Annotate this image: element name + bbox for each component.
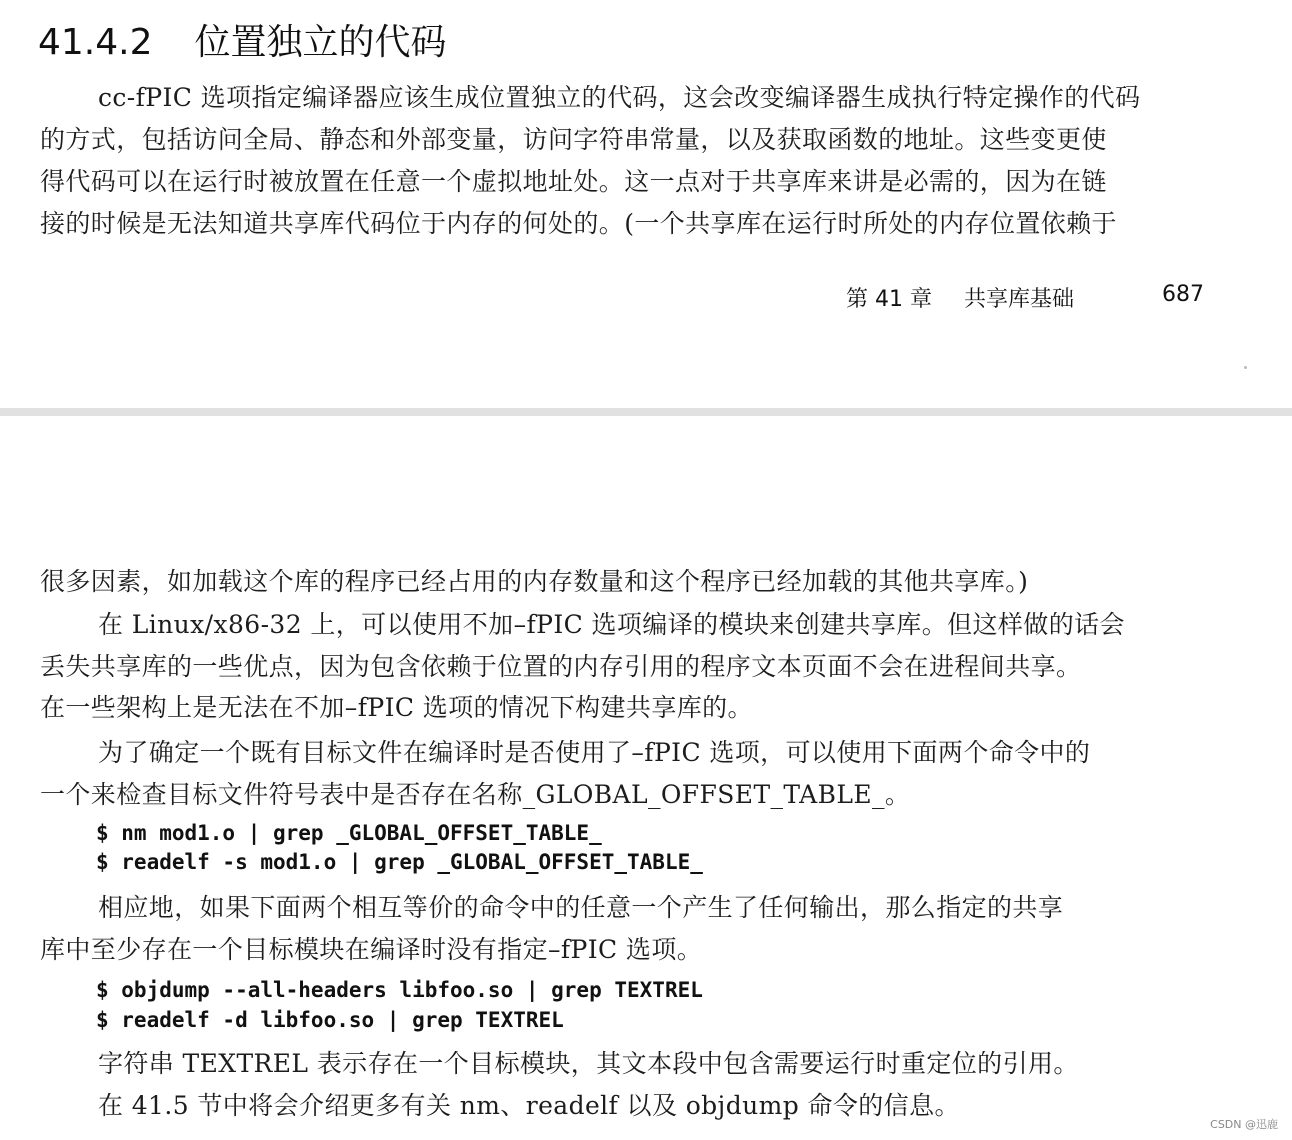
paragraph-line: cc-fPIC 选项指定编译器应该生成位置独立的代码，这会改变编译器生成执行特定操作的代码	[98, 83, 1141, 112]
footer-chapter-title: 共享库基础	[964, 287, 1075, 312]
paragraph-line: 库中至少存在一个目标模块在编译时没有指定–fPIC 选项。	[40, 935, 703, 964]
paragraph-line: 在 Linux/x86-32 上，可以使用不加–fPIC 选项编译的模块来创建共享库。但这样做的话会	[98, 610, 1125, 639]
paragraph-line: 很多因素，如加载这个库的程序已经占用的内存数量和这个程序已经加载的其他共享库。)	[40, 567, 1029, 596]
paragraph-line: 为了确定一个既有目标文件在编译时是否使用了–fPIC 选项，可以使用下面两个命令中的	[98, 738, 1091, 767]
section-title: 位置独立的代码	[194, 22, 447, 63]
paragraph-line: 在 41.5 节中将会介绍更多有关 nm、readelf 以及 objdump 命令的信息。	[98, 1091, 960, 1120]
paragraph-line: 的方式，包括访问全局、静态和外部变量，访问字符串常量，以及获取函数的地址。这些变更使	[40, 125, 1107, 154]
scan-speck	[1244, 366, 1247, 369]
section-heading	[38, 14, 447, 65]
footer-chapter: 第 41 章	[846, 287, 932, 312]
section-number: 41.4.2	[38, 22, 153, 63]
top-page	[0, 0, 1292, 408]
paragraph-line: 在一些架构上是无法在不加–fPIC 选项的情况下构建共享库的。	[40, 693, 753, 722]
code-line: $ readelf -d libfoo.so | grep TEXTREL	[96, 1008, 564, 1032]
paragraph-line: 接的时候是无法知道共享库代码位于内存的何处的。(一个共享库在运行时所处的内存位置依赖于	[40, 209, 1117, 238]
paragraph-line: 字符串 TEXTREL 表示存在一个目标模块，其文本段中包含需要运行时重定位的引用。	[98, 1049, 1079, 1078]
code-line: $ objdump --all-headers libfoo.so | grep TEXTREL	[96, 978, 703, 1002]
paragraph-line: 得代码可以在运行时被放置在任意一个虚拟地址处。这一点对于共享库来讲是必需的，因为在链	[40, 167, 1107, 196]
bottom-page	[0, 416, 1292, 1140]
watermark: CSDN @迅鹿	[1210, 1118, 1278, 1131]
paragraph-line: 丢失共享库的一些优点，因为包含依赖于位置的内存引用的程序文本页面不会在进程间共享。	[40, 652, 1082, 681]
page-number: 687	[1162, 282, 1204, 307]
code-line: $ nm mod1.o | grep _GLOBAL_OFFSET_TABLE_	[96, 821, 602, 845]
page-divider	[0, 408, 1292, 416]
code-line: $ readelf -s mod1.o | grep _GLOBAL_OFFSET_TABLE_	[96, 850, 703, 874]
paragraph-line: 相应地，如果下面两个相互等价的命令中的任意一个产生了任何输出，那么指定的共享	[98, 893, 1064, 922]
paragraph-line: 一个来检查目标文件符号表中是否存在名称_GLOBAL_OFFSET_TABLE_。	[40, 780, 911, 809]
